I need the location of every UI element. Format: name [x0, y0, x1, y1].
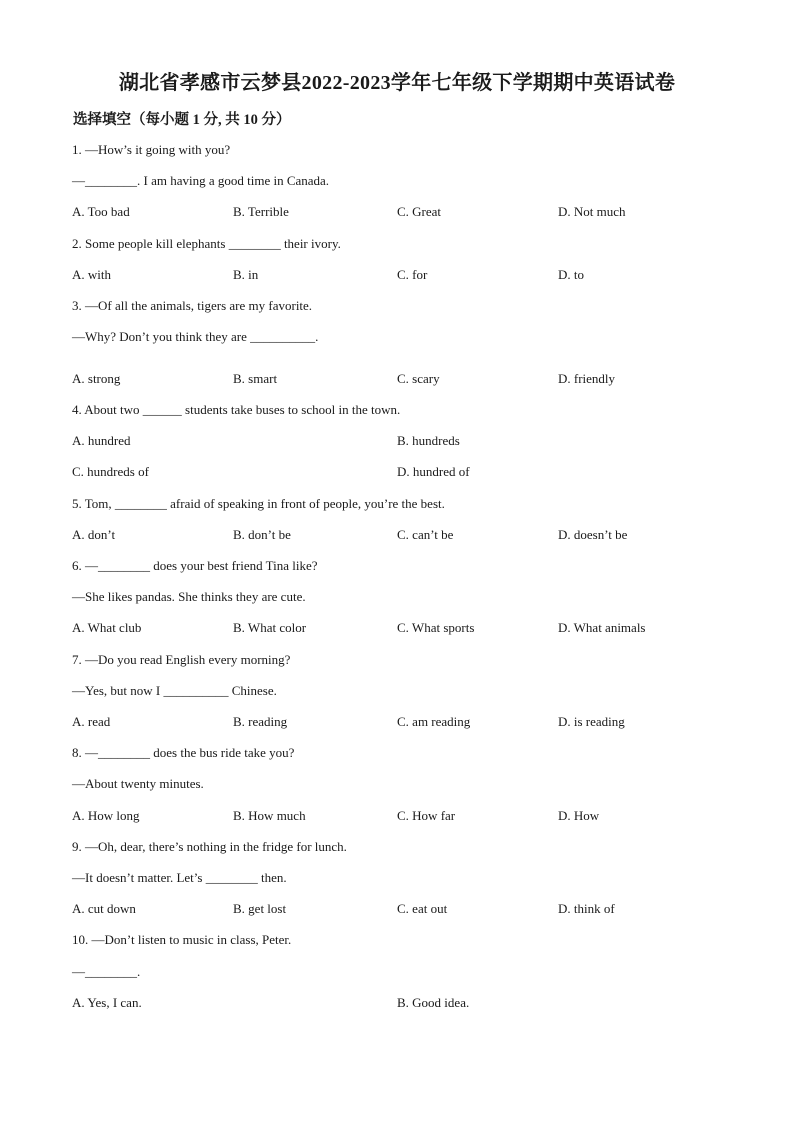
question-8-reply: —About twenty minutes.: [72, 776, 204, 791]
option-d: D. How: [558, 808, 600, 823]
question-6-stem: 6. —________ does your best friend Tina like?: [72, 558, 318, 573]
option-c: C. can’t be: [397, 527, 454, 542]
option-a: A. strong: [72, 371, 121, 386]
option-c: C. eat out: [397, 901, 448, 916]
option-d: D. friendly: [558, 371, 616, 386]
option-b: B. smart: [233, 371, 278, 386]
question-10-options: [72, 994, 752, 1012]
question-1-stem: 1. —How’s it going with you?: [72, 142, 231, 157]
option-a: A. hundred: [72, 433, 131, 448]
question-10-reply: —________.: [72, 964, 141, 979]
option-b: B. Good idea.: [397, 995, 470, 1010]
option-c: C. What sports: [397, 620, 475, 635]
option-b: B. Terrible: [233, 204, 289, 219]
option-a: A. Yes, I can.: [72, 995, 142, 1010]
question-9-options: [72, 900, 752, 918]
option-d: D. doesn’t be: [558, 527, 628, 542]
question-10-stem: 10. —Don’t listen to music in class, Peter.: [72, 932, 292, 947]
option-c: C. am reading: [397, 714, 471, 729]
section-heading: 选择填空（每小题 1 分, 共 10 分）: [73, 112, 291, 128]
question-9-stem: 9. —Oh, dear, there’s nothing in the fridge for lunch.: [72, 839, 347, 854]
question-8-stem: 8. —________ does the bus ride take you?: [72, 745, 295, 760]
option-d: D. Not much: [558, 204, 626, 219]
question-9-reply: —It doesn’t matter. Let’s ________ then.: [72, 870, 287, 885]
question-6-reply: —She likes pandas. She thinks they are cute.: [72, 589, 306, 604]
question-2-stem: 2. Some people kill elephants ________ their ivory.: [72, 236, 341, 251]
option-a: A. How long: [72, 808, 140, 823]
question-7-reply: —Yes, but now I __________ Chinese.: [72, 683, 277, 698]
question-5-stem: 5. Tom, ________ afraid of speaking in front of people, you’re the best.: [72, 496, 445, 511]
question-5-options: [72, 526, 752, 544]
option-a: A. cut down: [72, 901, 136, 916]
option-c: C. Great: [397, 204, 442, 219]
option-b: B. How much: [233, 808, 306, 823]
question-8-options: [72, 807, 752, 825]
option-a: A. don’t: [72, 527, 116, 542]
question-7-options: [72, 713, 752, 731]
question-1-reply: —________. I am having a good time in Canada.: [72, 173, 330, 188]
option-c: C. How far: [397, 808, 456, 823]
option-a: A. with: [72, 267, 111, 282]
question-3-stem: 3. —Of all the animals, tigers are my favorite.: [72, 298, 313, 313]
page-title: 湖北省孝感市云梦县2022-2023学年七年级下学期期中英语试卷: [118, 72, 676, 94]
question-6-options: [72, 619, 752, 637]
option-b: B. What color: [233, 620, 307, 635]
option-a: A. What club: [72, 620, 142, 635]
option-a: A. Too bad: [72, 204, 130, 219]
option-d: D. think of: [558, 901, 615, 916]
question-2-options: [72, 266, 752, 284]
option-b: B. hundreds: [397, 433, 460, 448]
option-c: C. hundreds of: [72, 464, 149, 479]
option-c: C. scary: [397, 371, 440, 386]
question-3-options: [72, 370, 752, 388]
question-1-options: [72, 203, 752, 221]
question-4-stem: 4. About two ______ students take buses to school in the town.: [72, 402, 401, 417]
question-3-reply: —Why? Don’t you think they are __________.: [72, 329, 319, 344]
option-b: B. in: [233, 267, 259, 282]
option-d: D. is reading: [558, 714, 625, 729]
question-7-stem: 7. —Do you read English every morning?: [72, 652, 291, 667]
option-d: D. to: [558, 267, 584, 282]
option-d: D. hundred of: [397, 464, 470, 479]
option-b: B. don’t be: [233, 527, 291, 542]
option-b: B. reading: [233, 714, 288, 729]
question-4-options-row-1: [72, 432, 752, 450]
question-4-options-row-2: [72, 463, 752, 481]
option-d: D. What animals: [558, 620, 646, 635]
option-a: A. read: [72, 714, 111, 729]
option-c: C. for: [397, 267, 428, 282]
option-b: B. get lost: [233, 901, 287, 916]
